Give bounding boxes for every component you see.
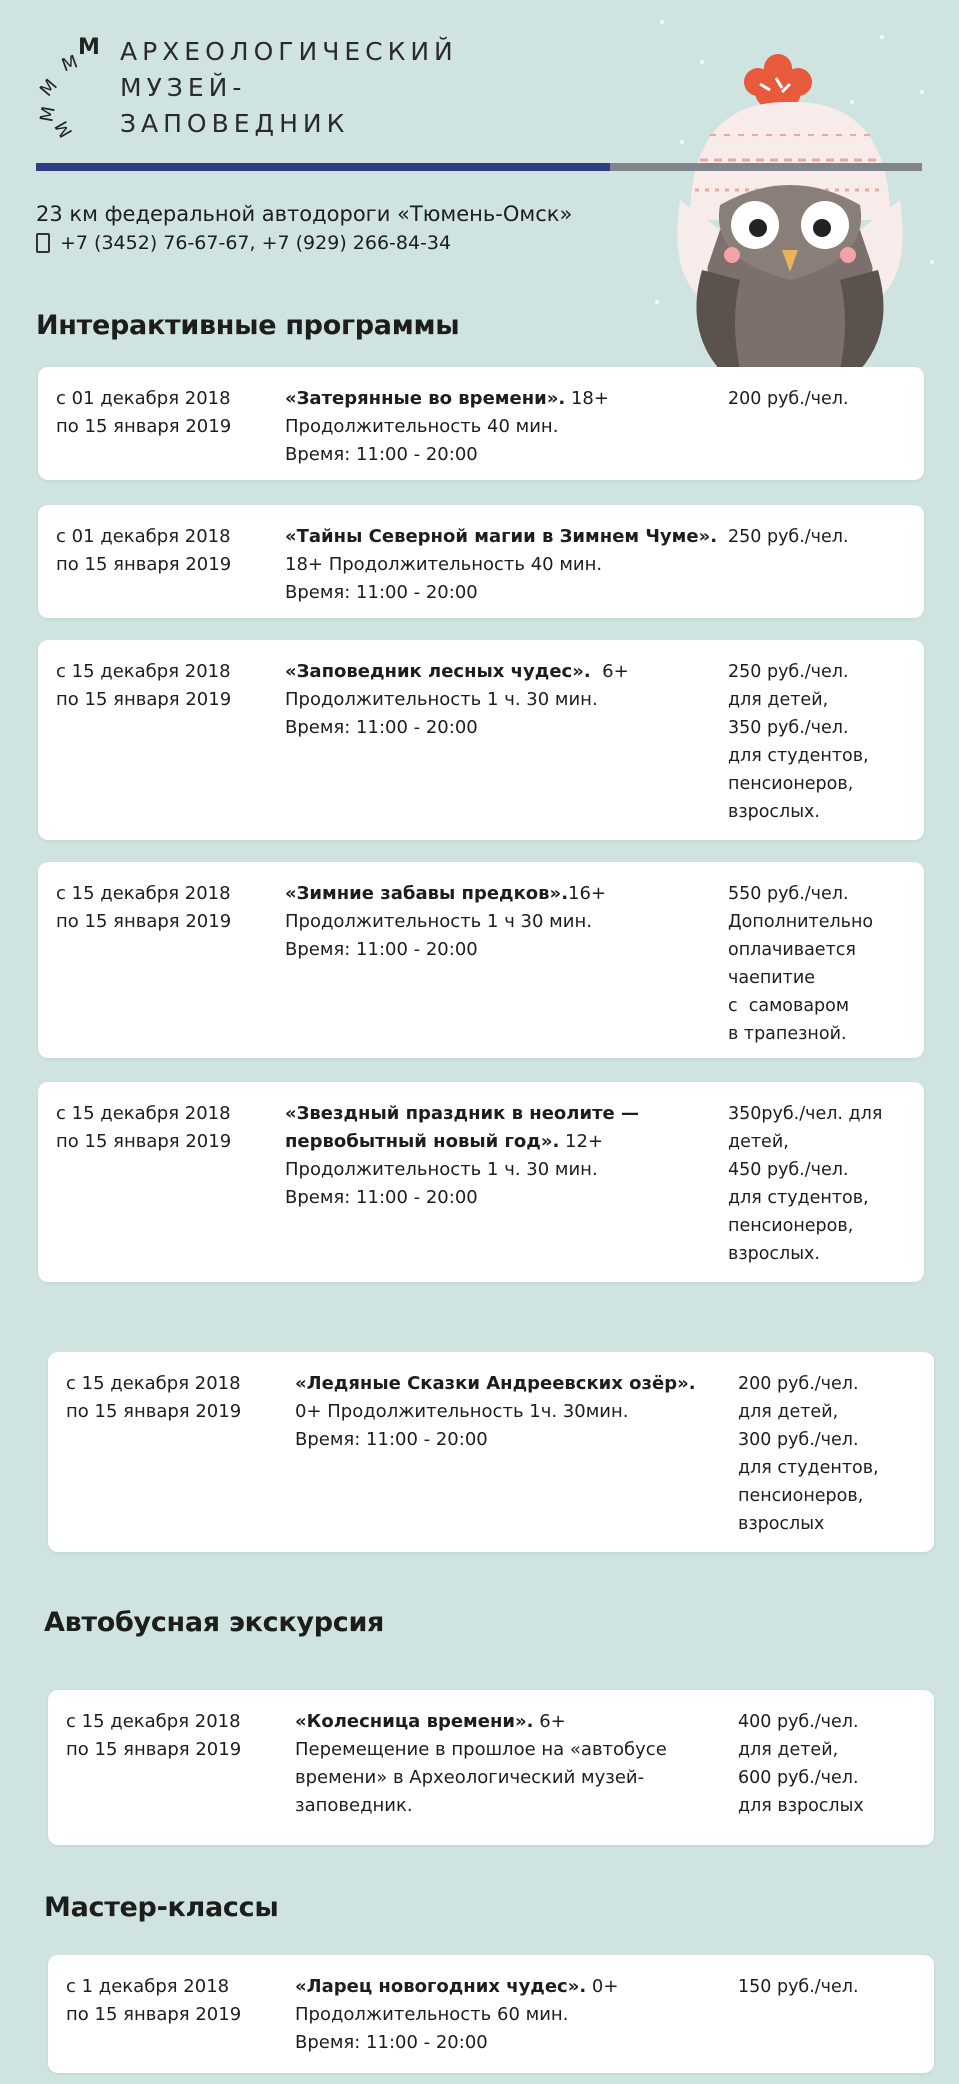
program-detail: Время: 11:00 - 20:00 xyxy=(295,2032,488,2053)
museum-logo xyxy=(36,32,458,142)
price-line: 150 руб./чел. xyxy=(738,1977,859,1997)
price-line: для детей, xyxy=(728,690,829,710)
snowflake xyxy=(850,100,854,104)
snowflake xyxy=(920,90,924,94)
date-line: по 15 января 2019 xyxy=(66,1401,242,1422)
date-line: с 15 декабря 2018 xyxy=(56,883,231,904)
program-info xyxy=(285,880,725,964)
price-line: для детей, xyxy=(738,1402,839,1422)
program-detail: времени» в Археологический музей- xyxy=(295,1767,645,1788)
program-price xyxy=(728,523,928,551)
program-age-rating: 18+ Продолжительность 40 мин. xyxy=(285,526,723,575)
program-dates xyxy=(56,1100,286,1156)
date-line: с 15 декабря 2018 xyxy=(66,1711,241,1732)
phone xyxy=(36,232,451,254)
program-card xyxy=(38,640,924,840)
svg-text:М: М xyxy=(36,75,62,101)
price-line: оплачивается xyxy=(728,940,856,960)
price-line: 250 руб./чел. xyxy=(728,527,849,547)
price-line: для взрослых xyxy=(738,1796,864,1816)
program-price xyxy=(738,1973,938,2001)
logo-line: МУЗЕЙ- xyxy=(120,73,247,102)
program-price xyxy=(728,1100,928,1268)
date-line: по 15 января 2019 xyxy=(66,2004,242,2025)
logo-line: ЗАПОВЕДНИК xyxy=(120,109,350,138)
price-line: 250 руб./чел. xyxy=(728,662,849,682)
program-info xyxy=(285,523,725,607)
price-line: 200 руб./чел. xyxy=(728,389,849,409)
program-card xyxy=(38,1082,924,1282)
price-line: 200 руб./чел. xyxy=(738,1374,859,1394)
program-detail: Время: 11:00 - 20:00 xyxy=(285,444,478,465)
section-title-bus: Автобусная экскурсия xyxy=(44,1607,385,1638)
price-line: взрослых. xyxy=(728,802,820,822)
program-detail: Продолжительность 1 ч 30 мин. xyxy=(285,911,592,932)
program-dates xyxy=(56,523,286,579)
date-line: с 15 декабря 2018 xyxy=(56,1103,231,1124)
price-line: 450 руб./чел. xyxy=(728,1160,849,1180)
program-price xyxy=(728,385,928,413)
price-line: для детей, xyxy=(738,1740,839,1760)
svg-text:М: М xyxy=(51,116,78,141)
program-detail: Время: 11:00 - 20:00 xyxy=(285,582,478,603)
program-name: «Зимние забавы предков». xyxy=(285,883,569,904)
program-age-rating: 6+ xyxy=(533,1711,566,1732)
program-detail: Перемещение в прошлое на «автобусе xyxy=(295,1739,667,1760)
program-name: «Колесница времени». xyxy=(295,1711,534,1732)
header-divider-blue xyxy=(36,163,610,171)
section-title-interactive: Интерактивные программы xyxy=(36,310,460,341)
section-title-master: Мастер-классы xyxy=(44,1892,279,1923)
program-detail: Время: 11:00 - 20:00 xyxy=(285,1187,478,1208)
date-line: с 15 декабря 2018 xyxy=(66,1373,241,1394)
owl-illustration-icon xyxy=(640,40,940,370)
program-info xyxy=(295,1370,735,1454)
date-line: с 1 декабря 2018 xyxy=(66,1976,230,1997)
program-card xyxy=(48,1955,934,2073)
price-line: 550 руб./чел. xyxy=(728,884,849,904)
price-line: 350 руб./чел. xyxy=(728,718,849,738)
svg-text:М: М xyxy=(36,104,60,124)
logo-title xyxy=(120,34,458,142)
program-info xyxy=(295,1708,735,1820)
program-dates xyxy=(66,1370,296,1426)
date-line: с 15 декабря 2018 xyxy=(56,661,231,682)
program-detail: 0+ Продолжительность 1ч. 30мин. xyxy=(295,1401,629,1422)
program-card xyxy=(48,1352,934,1552)
program-price xyxy=(728,880,928,1048)
logo-mark-icon xyxy=(36,32,102,142)
program-info xyxy=(295,1973,735,2057)
date-line: с 01 декабря 2018 xyxy=(56,526,231,547)
program-dates xyxy=(56,658,286,714)
logo-line: АРХЕОЛОГИЧЕСКИЙ xyxy=(120,37,458,66)
program-age-rating: 12+ xyxy=(559,1131,603,1152)
program-name: «Ледяные Сказки Андреевских озёр». xyxy=(295,1373,696,1394)
price-line: детей, xyxy=(728,1132,789,1152)
snowflake xyxy=(660,20,664,24)
svg-text:М: М xyxy=(78,35,100,60)
program-age-rating: 16+ xyxy=(568,883,607,904)
header-divider-gray xyxy=(610,163,922,171)
price-line: пенсионеров, xyxy=(728,1216,854,1236)
program-dates xyxy=(56,880,286,936)
program-name: «Звездный праздник в неолите — первобытный новый год». xyxy=(285,1103,639,1152)
program-name: «Ларец новогодних чудес». xyxy=(295,1976,587,1997)
program-card xyxy=(38,505,924,618)
program-detail: Продолжительность 40 мин. xyxy=(285,416,559,437)
date-line: по 15 января 2019 xyxy=(56,1131,232,1152)
snowflake xyxy=(700,60,704,64)
snowflake xyxy=(655,300,659,304)
program-card xyxy=(48,1690,934,1845)
date-line: по 15 января 2019 xyxy=(56,911,232,932)
price-line: для студентов, xyxy=(738,1458,879,1478)
program-name: «Тайны Северной магии в Зимнем Чуме». xyxy=(285,526,718,547)
price-line: с самоваром xyxy=(728,996,850,1016)
program-card xyxy=(38,367,924,480)
date-line: по 15 января 2019 xyxy=(56,554,232,575)
program-info xyxy=(285,658,725,742)
snowflake xyxy=(880,35,884,39)
program-card xyxy=(38,862,924,1058)
program-price xyxy=(728,658,928,826)
program-name: «Заповедник лесных чудес». xyxy=(285,661,591,682)
price-line: для студентов, xyxy=(728,1188,869,1208)
price-line: 350руб./чел. для xyxy=(728,1104,883,1124)
svg-text:М: М xyxy=(58,51,81,77)
address: 23 км федеральной автодороги «Тюмень-Омск» xyxy=(36,202,573,226)
program-detail: Время: 11:00 - 20:00 xyxy=(285,939,478,960)
program-price xyxy=(738,1708,938,1820)
price-line: для студентов, xyxy=(728,746,869,766)
price-line: взрослых. xyxy=(728,1244,820,1264)
price-line: чаепитие xyxy=(728,968,815,988)
price-line: 300 руб./чел. xyxy=(738,1430,859,1450)
program-age-rating: 0+ xyxy=(586,1976,619,1997)
program-detail: Время: 11:00 - 20:00 xyxy=(285,717,478,738)
price-line: 600 руб./чел. xyxy=(738,1768,859,1788)
date-line: по 15 января 2019 xyxy=(56,689,232,710)
price-line: пенсионеров, xyxy=(728,774,854,794)
price-line: Дополнительно xyxy=(728,912,874,932)
price-line: пенсионеров, xyxy=(738,1486,864,1506)
snowflake xyxy=(680,140,684,144)
phone-numbers: +7 (3452) 76-67-67, +7 (929) 266-84-34 xyxy=(60,232,452,254)
price-line: 400 руб./чел. xyxy=(738,1712,859,1732)
program-detail: Продолжительность 1 ч. 30 мин. xyxy=(285,689,598,710)
program-detail: заповедник. xyxy=(295,1795,413,1816)
program-dates xyxy=(66,1973,296,2029)
program-dates xyxy=(66,1708,296,1764)
phone-icon xyxy=(36,233,50,253)
program-price xyxy=(738,1370,938,1538)
date-line: по 15 января 2019 xyxy=(56,416,232,437)
price-line: взрослых xyxy=(738,1514,825,1534)
program-info xyxy=(285,1100,725,1212)
program-dates xyxy=(56,385,286,441)
program-name: «Затерянные во времени». xyxy=(285,388,566,409)
program-age-rating: 18+ xyxy=(565,388,609,409)
price-line: в трапезной. xyxy=(728,1024,847,1044)
snowflake xyxy=(930,260,934,264)
program-info xyxy=(285,385,725,469)
program-detail: Продолжительность 1 ч. 30 мин. xyxy=(285,1159,598,1180)
program-detail: Продолжительность 60 мин. xyxy=(295,2004,569,2025)
program-age-rating: 6+ xyxy=(590,661,629,682)
program-detail: Время: 11:00 - 20:00 xyxy=(295,1429,488,1450)
date-line: с 01 декабря 2018 xyxy=(56,388,231,409)
date-line: по 15 января 2019 xyxy=(66,1739,242,1760)
